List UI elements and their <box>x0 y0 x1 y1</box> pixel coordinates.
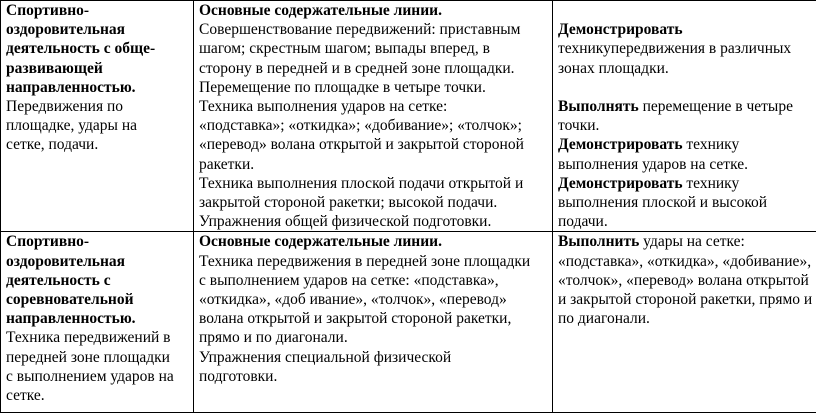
activity-title: Спортивно- оздоровительная деятельность с обще- развивающей направленностью. <box>6 1 189 97</box>
content-heading: Основные содержательные линии. <box>199 232 548 251</box>
activity-title: Спортивно- оздоровительная деятельность с соревновательной направленностью. <box>6 232 189 328</box>
activity-line: Демонстрировать технику <box>558 135 816 154</box>
activity-verb: Выполнять <box>558 98 639 115</box>
activity-line: Выполнить удары на сетке: <box>558 232 816 251</box>
activity-verb: Демонстрировать <box>558 20 816 39</box>
content-cell <box>194 232 553 413</box>
activity-verb: Демонстрировать <box>558 136 683 153</box>
table-row <box>1 1 816 232</box>
activity-cell <box>1 232 194 413</box>
content-cell <box>194 1 553 232</box>
activity-verb: Выполнить <box>558 233 639 250</box>
content-text: Совершенствование передвижений: приставным шагом; скрестным шагом; выпады вперед, в сторону в передней и в средней зоне площадки. Перемещение по площадке в четыре точки. Техника выполнения ударов на сетке: «подставка»; «откидка»; «добивание»; «толчок»; «перевод» волана открытой и закрытой стороной ракетки. Техника выполнения плоской подачи открытой и закрытой стороной ракетки; высокой подачи. Упражнения общей физической подготовки. <box>199 20 548 231</box>
activity-line: Демонстрировать технику <box>558 174 816 193</box>
activity-line: Выполнять перемещение в четыре <box>558 97 816 116</box>
activity-verb: Демонстрировать <box>558 175 683 192</box>
activity-description: Передвижения по площадке, удары на сетке, подачи. <box>6 97 189 155</box>
table-row <box>1 232 816 413</box>
activity-description: Техника передвижений в передней зоне площадки с выполнением ударов на сетке. <box>6 328 189 405</box>
activity-cell <box>1 1 194 232</box>
content-heading: Основные содержательные линии. <box>199 1 548 20</box>
spacer <box>558 1 816 20</box>
activities-cell: Выполнить удары на сетке: «подставка», «откидка», «добивание», «толчок», «перевод» волана открытой и закрытой стороной ракетки, прямо и по диагонали. <box>553 232 816 413</box>
activities-cell: Демонстрировать техникупередвижения в различных зонах площадки. Выполнять перемещение в четыре точки. Демонстрировать технику выполнения ударов на сетке. Демонстрировать технику выполнения плоской и высокой подачи. <box>553 1 816 232</box>
content-text: Техника передвижения в передней зоне площадки с выполнением ударов на сетке: «подставка», «откидка», «доб ивание», «толчок», «перевод» волана открытой и закрытой стороной ракетки, прямо и по диагонали. Упражнения специальной физической подготовки. <box>199 252 548 386</box>
spacer <box>558 78 816 97</box>
